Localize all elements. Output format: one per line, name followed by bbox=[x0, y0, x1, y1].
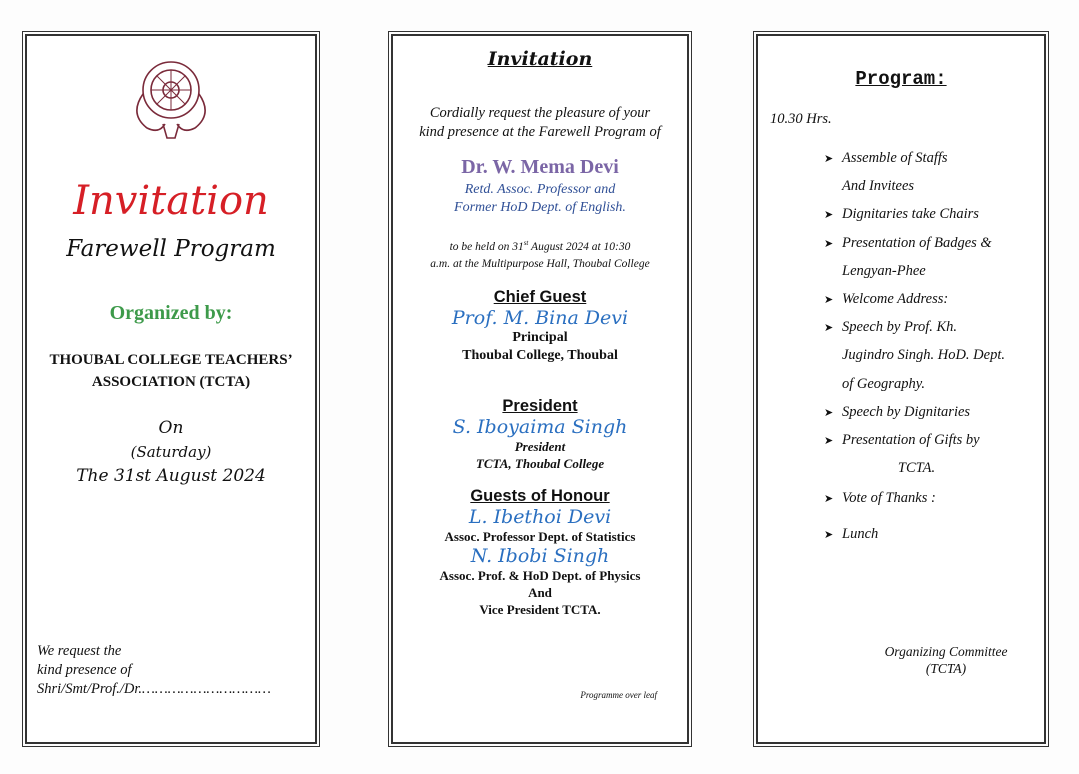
cordial-line-1: Cordially request the pleasure of your bbox=[429, 105, 651, 121]
chief-guest-role-2: Thoubal College, Thoubal bbox=[462, 348, 618, 363]
cover-panel bbox=[25, 34, 317, 744]
program-item-text: Dignitaries take Chairs bbox=[842, 206, 979, 223]
organizing-committee bbox=[876, 643, 1016, 677]
guest-1-role: Assoc. Professor Dept. of Statistics bbox=[444, 529, 636, 544]
chief-guest-label: Chief Guest bbox=[493, 288, 587, 306]
president-role-2: TCTA, Thoubal College bbox=[475, 456, 605, 471]
event-date: The 31st August 2024 bbox=[76, 466, 266, 486]
guest-2-role-3: Vice President TCTA. bbox=[479, 602, 601, 617]
bullet-arrow-icon: ➤ bbox=[824, 529, 834, 542]
cover-subtitle: Farewell Program bbox=[66, 236, 276, 262]
program-item-text: Speech by Dignitaries bbox=[842, 403, 971, 420]
program-item-text: Assemble of Staffs bbox=[842, 150, 948, 166]
association-line-1: THOUBAL COLLEGE TEACHERS’ bbox=[49, 352, 293, 368]
committee-line-1: Organizing Committee bbox=[884, 644, 1008, 659]
program-item bbox=[824, 313, 1039, 341]
guest-1-name: L. Ibethoi Devi bbox=[468, 506, 612, 528]
bullet-arrow-icon: ➤ bbox=[824, 406, 834, 419]
request-block bbox=[37, 642, 271, 699]
association-name bbox=[27, 349, 315, 393]
college-logo bbox=[123, 54, 219, 144]
program-item-text: Speech by Prof. Kh. bbox=[842, 319, 958, 336]
event-date-block bbox=[27, 416, 315, 488]
request-line-1: We request the bbox=[37, 643, 122, 659]
bullet-arrow-icon: ➤ bbox=[824, 434, 834, 447]
organized-by-label: Organized by: bbox=[109, 302, 233, 324]
program-item bbox=[824, 398, 1039, 426]
chief-guest-block bbox=[393, 288, 687, 365]
program-item-text: Lunch bbox=[842, 526, 879, 543]
program-item bbox=[824, 285, 1039, 313]
venue-line-1 bbox=[393, 235, 687, 256]
bullet-arrow-icon: ➤ bbox=[824, 153, 834, 165]
program-item-text: Welcome Address: bbox=[842, 290, 949, 307]
bullet-arrow-icon: ➤ bbox=[824, 493, 834, 506]
president-label: President bbox=[502, 397, 578, 415]
program-item bbox=[824, 484, 1039, 512]
venue-line-2: a.m. at the Multipurpose Hall, Thoubal College bbox=[430, 257, 650, 270]
bullet-arrow-icon: ➤ bbox=[824, 237, 834, 250]
programme-over-leaf-note: Programme over leaf bbox=[580, 690, 657, 700]
bullet-arrow-icon: ➤ bbox=[824, 293, 834, 306]
program-item-continued: TCTA. bbox=[897, 460, 936, 477]
committee-line-2: (TCTA) bbox=[925, 661, 967, 676]
honoree-name: Dr. W. Mema Devi bbox=[461, 156, 619, 178]
event-day: (Saturday) bbox=[130, 443, 212, 461]
bullet-arrow-icon: ➤ bbox=[824, 209, 834, 222]
honoree-title-1: Retd. Assoc. Professor and bbox=[464, 182, 616, 197]
venue-line-1-sup: st bbox=[523, 239, 529, 247]
honoree-title-2: Former HoD Dept. of English. bbox=[454, 200, 626, 215]
program-item-text: Presentation of Badges & bbox=[842, 234, 992, 251]
guests-of-honour-label: Guests of Honour bbox=[470, 487, 610, 505]
program-item-text: Vote of Thanks : bbox=[842, 490, 936, 507]
president-name: S. Iboyaima Singh bbox=[452, 416, 628, 438]
invitation-panel bbox=[391, 34, 689, 744]
program-item bbox=[824, 144, 1039, 172]
program-item-continued: And Invitees bbox=[842, 178, 915, 195]
program-heading: Program: bbox=[855, 68, 947, 90]
president-role-1: President bbox=[514, 439, 566, 454]
cordial-text bbox=[393, 104, 687, 142]
venue-text bbox=[393, 235, 687, 273]
association-line-2: ASSOCIATION (TCTA) bbox=[91, 374, 251, 390]
venue-line-1-pre: to be held on 31 bbox=[449, 240, 524, 253]
program-item bbox=[824, 520, 1039, 548]
guest-2-role-2: And bbox=[528, 585, 552, 600]
program-panel bbox=[756, 34, 1046, 744]
guest-2-name: N. Ibobi Singh bbox=[470, 545, 610, 567]
president-block bbox=[393, 397, 687, 472]
program-item bbox=[824, 426, 1039, 454]
program-time: 10.30 Hrs. bbox=[770, 111, 832, 127]
invitation-heading: Invitation bbox=[487, 48, 593, 70]
chief-guest-role-1: Principal bbox=[512, 330, 568, 345]
program-item bbox=[824, 229, 1039, 257]
chief-guest-name: Prof. M. Bina Devi bbox=[451, 307, 629, 329]
cover-title: Invitation bbox=[73, 178, 269, 224]
program-item-continued: of Geography. bbox=[842, 375, 925, 392]
bullet-arrow-icon: ➤ bbox=[824, 322, 834, 335]
request-line-2: kind presence of bbox=[37, 662, 132, 678]
venue-line-1-post: August 2024 at 10:30 bbox=[528, 240, 631, 253]
cordial-line-2: kind presence at the Farewell Program of bbox=[419, 124, 661, 140]
program-item-continued: Lengyan-Phee bbox=[842, 262, 926, 279]
guests-of-honour-block bbox=[393, 487, 687, 618]
request-line-3: Shri/Smt/Prof./Dr.………………………… bbox=[37, 681, 271, 697]
program-list bbox=[824, 144, 1039, 549]
guest-2-role-1: Assoc. Prof. & HoD Dept. of Physics bbox=[439, 568, 641, 583]
program-item bbox=[824, 200, 1039, 228]
program-item-continued: Jugindro Singh. HoD. Dept. bbox=[842, 347, 1005, 364]
on-label: On bbox=[158, 418, 184, 438]
honoree-title bbox=[393, 181, 687, 217]
program-item-text: Presentation of Gifts by bbox=[842, 431, 980, 448]
